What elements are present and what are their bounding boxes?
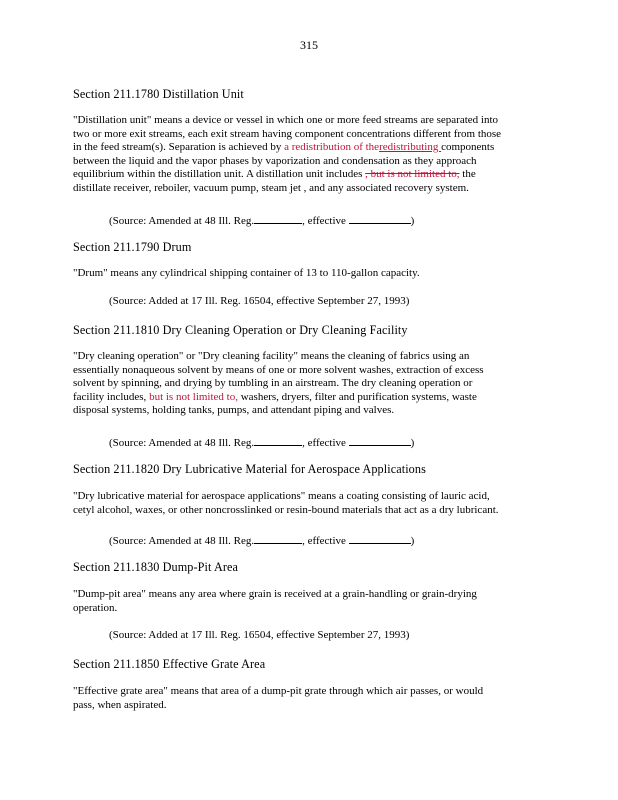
text-line: equilibrium within the distillation unit. A distillation unit includes , but is not limited to, the	[73, 168, 476, 181]
inserted-text: but is not limited to,	[149, 390, 238, 403]
source-note: (Source: Amended at 48 Ill. Reg. , effective )	[109, 437, 415, 449]
section-211-1820-text	[73, 490, 553, 517]
source-note: (Source: Added at 17 Ill. Reg. 16504, effective September 27, 1993)	[109, 629, 410, 641]
text-line: "Dump-pit area" means any area where grain is received at a grain-handling or grain-drying	[73, 588, 477, 600]
text-line: pass, when aspirated.	[73, 698, 167, 711]
section-211-1850-text	[73, 685, 553, 712]
section-211-1810-text	[73, 350, 553, 418]
section-211-1810-heading: Section 211.1810 Dry Cleaning Operation or Dry Cleaning Facility	[73, 323, 408, 337]
deleted-text: , but is not limited to,	[365, 168, 460, 181]
text-line: two or more exit streams, each exit stream having component concentrations different from those	[73, 127, 502, 140]
blank-line	[254, 213, 302, 224]
text-line: in the feed stream(s). Separation is achieved by a redistribution of theredistributing components	[73, 141, 495, 154]
section-211-1850-heading: Section 211.1850 Effective Grate Area	[73, 657, 266, 671]
text-line: facility includes, but is not limited to, washers, dryers, filter and purification systems, waste	[73, 390, 477, 403]
text-line: "Distillation unit" means a device or vessel in which one or more feed streams are separated into	[73, 114, 499, 126]
inserted-text: a redistribution of the	[284, 141, 380, 154]
page-number: 315	[300, 38, 318, 52]
text-line: "Dry cleaning operation" or "Dry cleaning facility" means the cleaning of fabrics using an	[73, 350, 470, 362]
text-line: "Effective grate area" means that area of a dump-pit grate through which air passes, or would	[73, 685, 484, 697]
section-211-1780-heading: Section 211.1780 Distillation Unit	[73, 87, 244, 101]
text-line: operation.	[73, 601, 118, 614]
blank-line	[349, 533, 411, 544]
blank-line	[254, 435, 302, 446]
text-line: cetyl alcohol, waxes, or other noncrosslinked or resin-bound materials that act as a dry lubricant.	[73, 503, 499, 516]
section-211-1790-heading: Section 211.1790 Drum	[73, 240, 192, 254]
section-211-1820-heading: Section 211.1820 Dry Lubricative Material for Aerospace Applications	[73, 462, 426, 476]
blank-line	[349, 435, 411, 446]
source-note: (Source: Amended at 48 Ill. Reg. , effective )	[109, 215, 415, 227]
section-211-1790-text: "Drum" means any cylindrical shipping container of 13 to 110-gallon capacity.	[73, 267, 420, 279]
inserted-underlined-text: redistributing	[379, 141, 442, 154]
section-211-1830-text	[73, 588, 553, 615]
source-note: (Source: Added at 17 Ill. Reg. 16504, effective September 27, 1993)	[109, 295, 410, 307]
text-line: solvent by spinning, and drying by tumbling in an airstream. The dry cleaning operation or	[73, 377, 473, 390]
section-211-1780-text	[73, 114, 553, 196]
blank-line	[349, 213, 411, 224]
text-line: "Dry lubricative material for aerospace applications" means a coating consisting of lauric acid,	[73, 490, 490, 502]
source-note: (Source: Amended at 48 Ill. Reg. , effective )	[109, 535, 415, 547]
section-211-1830-heading: Section 211.1830 Dump-Pit Area	[73, 560, 239, 574]
text-line: essentially nonaqueous solvent by means of one or more solvent washes, extraction of excess	[73, 363, 484, 376]
text-line: distillate receiver, reboiler, vacuum pump, steam jet , and any associated recovery system.	[73, 181, 469, 194]
text-line: disposal systems, holding tanks, pumps, and attendant piping and valves.	[73, 404, 395, 417]
blank-line	[254, 533, 302, 544]
text-line: between the liquid and the vapor phases by vaporization and condensation as they approach	[73, 154, 477, 167]
